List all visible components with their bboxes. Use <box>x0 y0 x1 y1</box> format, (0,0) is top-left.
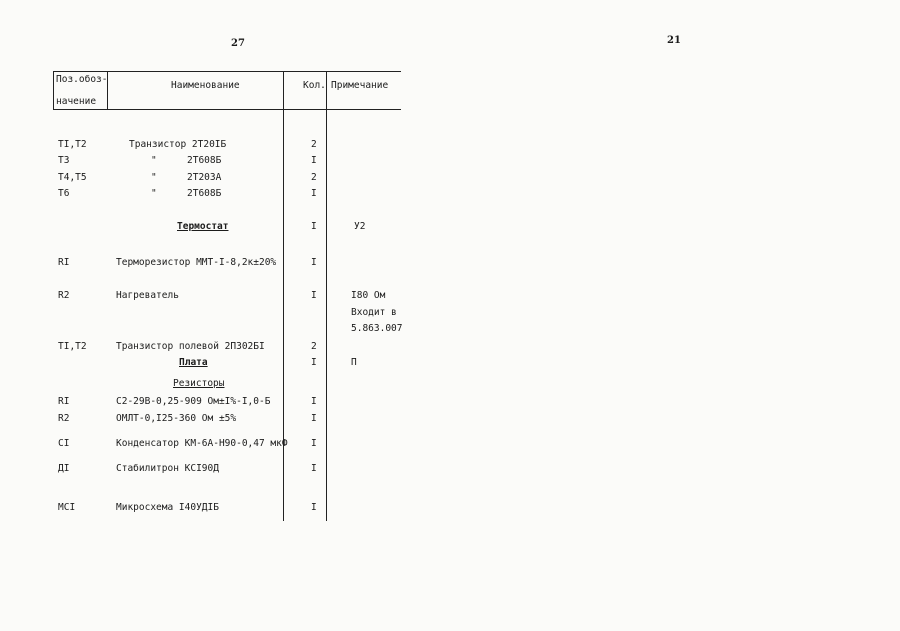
row-pos: МСI <box>58 502 76 513</box>
row-name: Микросхема I40УДIБ <box>116 502 219 513</box>
row-pos: TI,T2 <box>58 139 87 150</box>
ditto-mark: " <box>151 172 157 183</box>
row-name: Стабилитрон КСI90Д <box>116 463 219 474</box>
row-qty: I <box>311 357 317 368</box>
col-divider-2 <box>283 71 284 521</box>
row-name: 2Т608Б <box>187 155 222 166</box>
row-qty: I <box>311 290 317 301</box>
row-qty: 2 <box>311 139 317 150</box>
row-note: I80 Ом <box>351 290 386 301</box>
row-pos: RI <box>58 257 70 268</box>
left-border <box>53 71 54 109</box>
row-qty: I <box>311 463 317 474</box>
section-heading: Плата <box>179 357 208 368</box>
row-qty: I <box>311 502 317 513</box>
row-qty: I <box>311 188 317 199</box>
specification-table <box>53 71 401 521</box>
col-divider-3 <box>326 71 327 521</box>
row-pos: Т4,Т5 <box>58 172 87 183</box>
header-name: Наименование <box>171 80 240 91</box>
row-qty: I <box>311 438 317 449</box>
row-pos: ДI <box>58 463 70 474</box>
row-name: 2Т203А <box>187 172 222 183</box>
row-pos: СI <box>58 438 70 449</box>
row-note: 5.863.007 <box>351 323 403 334</box>
page-number-right: 21 <box>667 35 681 46</box>
page-number-left: 27 <box>231 38 245 49</box>
row-pos: Т6 <box>58 188 70 199</box>
row-pos: R2 <box>58 413 70 424</box>
header-designation: Поз.обоз- <box>56 74 108 85</box>
row-name: Нагреватель <box>116 290 179 301</box>
row-qty: 2 <box>311 341 317 352</box>
row-qty: 2 <box>311 172 317 183</box>
row-qty: I <box>311 396 317 407</box>
row-pos: Т3 <box>58 155 70 166</box>
row-qty: I <box>311 257 317 268</box>
row-name: Транзистор 2Т20IБ <box>129 139 227 150</box>
row-qty: I <box>311 155 317 166</box>
header-note: Примечание <box>331 80 389 91</box>
row-pos: R2 <box>58 290 70 301</box>
row-qty: I <box>311 413 317 424</box>
row-qty: I <box>311 221 317 232</box>
section-heading: Термостат <box>177 221 229 232</box>
row-note: Входит в <box>351 307 397 318</box>
header-qty: Кол. <box>303 80 326 91</box>
row-name: Конденсатор КМ-6А-Н90-0,47 мкФ <box>116 438 288 449</box>
section-heading: Резисторы <box>173 378 225 389</box>
row-pos: TI,T2 <box>58 341 87 352</box>
header-designation-cont: начение <box>56 96 97 107</box>
row-name: С2-29В-0,25-909 Ом±I%-I,0-Б <box>116 396 271 407</box>
table-top-rule <box>53 71 401 72</box>
header-bottom-rule <box>53 109 401 110</box>
ditto-mark: " <box>151 188 157 199</box>
row-name: Транзистор полевой 2П302БI <box>116 341 265 352</box>
row-name: ОМЛТ-0,I25-360 Ом ±5% <box>116 413 237 424</box>
row-note: У2 <box>354 221 366 232</box>
row-pos: RI <box>58 396 70 407</box>
row-name: Терморезистор ММТ-I-8,2к±20% <box>116 257 277 268</box>
row-note: П <box>351 357 357 368</box>
ditto-mark: " <box>151 155 157 166</box>
row-name: 2Т608Б <box>187 188 222 199</box>
